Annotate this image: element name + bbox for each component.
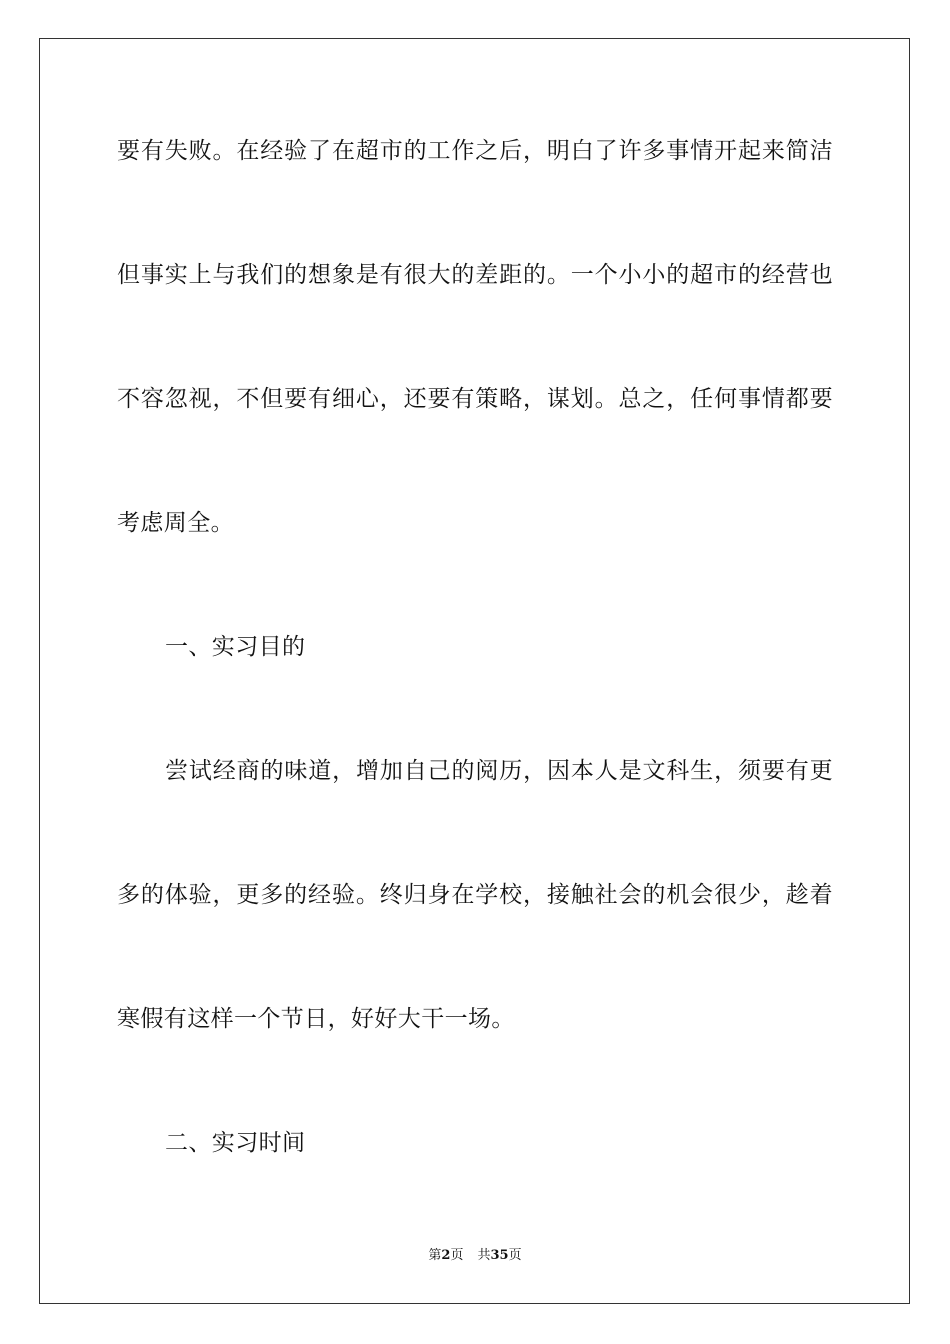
section-heading-time: 二、实习时间 [165, 1130, 306, 1156]
page-prefix: 第 [428, 1248, 442, 1263]
purpose-line-1: 尝试经商的味道，增加自己的阅历，因本人是文科生，须要有更 [165, 758, 833, 784]
page-border [39, 38, 910, 1304]
total-suffix: 页 [508, 1248, 522, 1263]
body-line-1: 要有失败。在经验了在超市的工作之后，明白了许多事情开起来简洁 [117, 138, 833, 164]
page-suffix: 页 [450, 1248, 464, 1263]
section-heading-purpose: 一、实习目的 [165, 634, 306, 660]
total-prefix: 共 [477, 1248, 491, 1263]
body-line-3: 不容忽视，不但要有细心，还要有策略，谋划。总之，任何事情都要 [117, 386, 833, 412]
purpose-line-2: 多的体验，更多的经验。终归身在学校，接触社会的机会很少，趁着 [117, 882, 833, 908]
page-number: 2 [441, 1248, 451, 1263]
body-line-4: 考虑周全。 [117, 510, 234, 536]
body-line-2: 但事实上与我们的想象是有很大的差距的。一个小小的超市的经营也 [117, 262, 833, 288]
page-footer [0, 1247, 950, 1265]
total-pages: 35 [490, 1248, 509, 1263]
purpose-line-3: 寒假有这样一个节日，好好大干一场。 [117, 1006, 515, 1032]
